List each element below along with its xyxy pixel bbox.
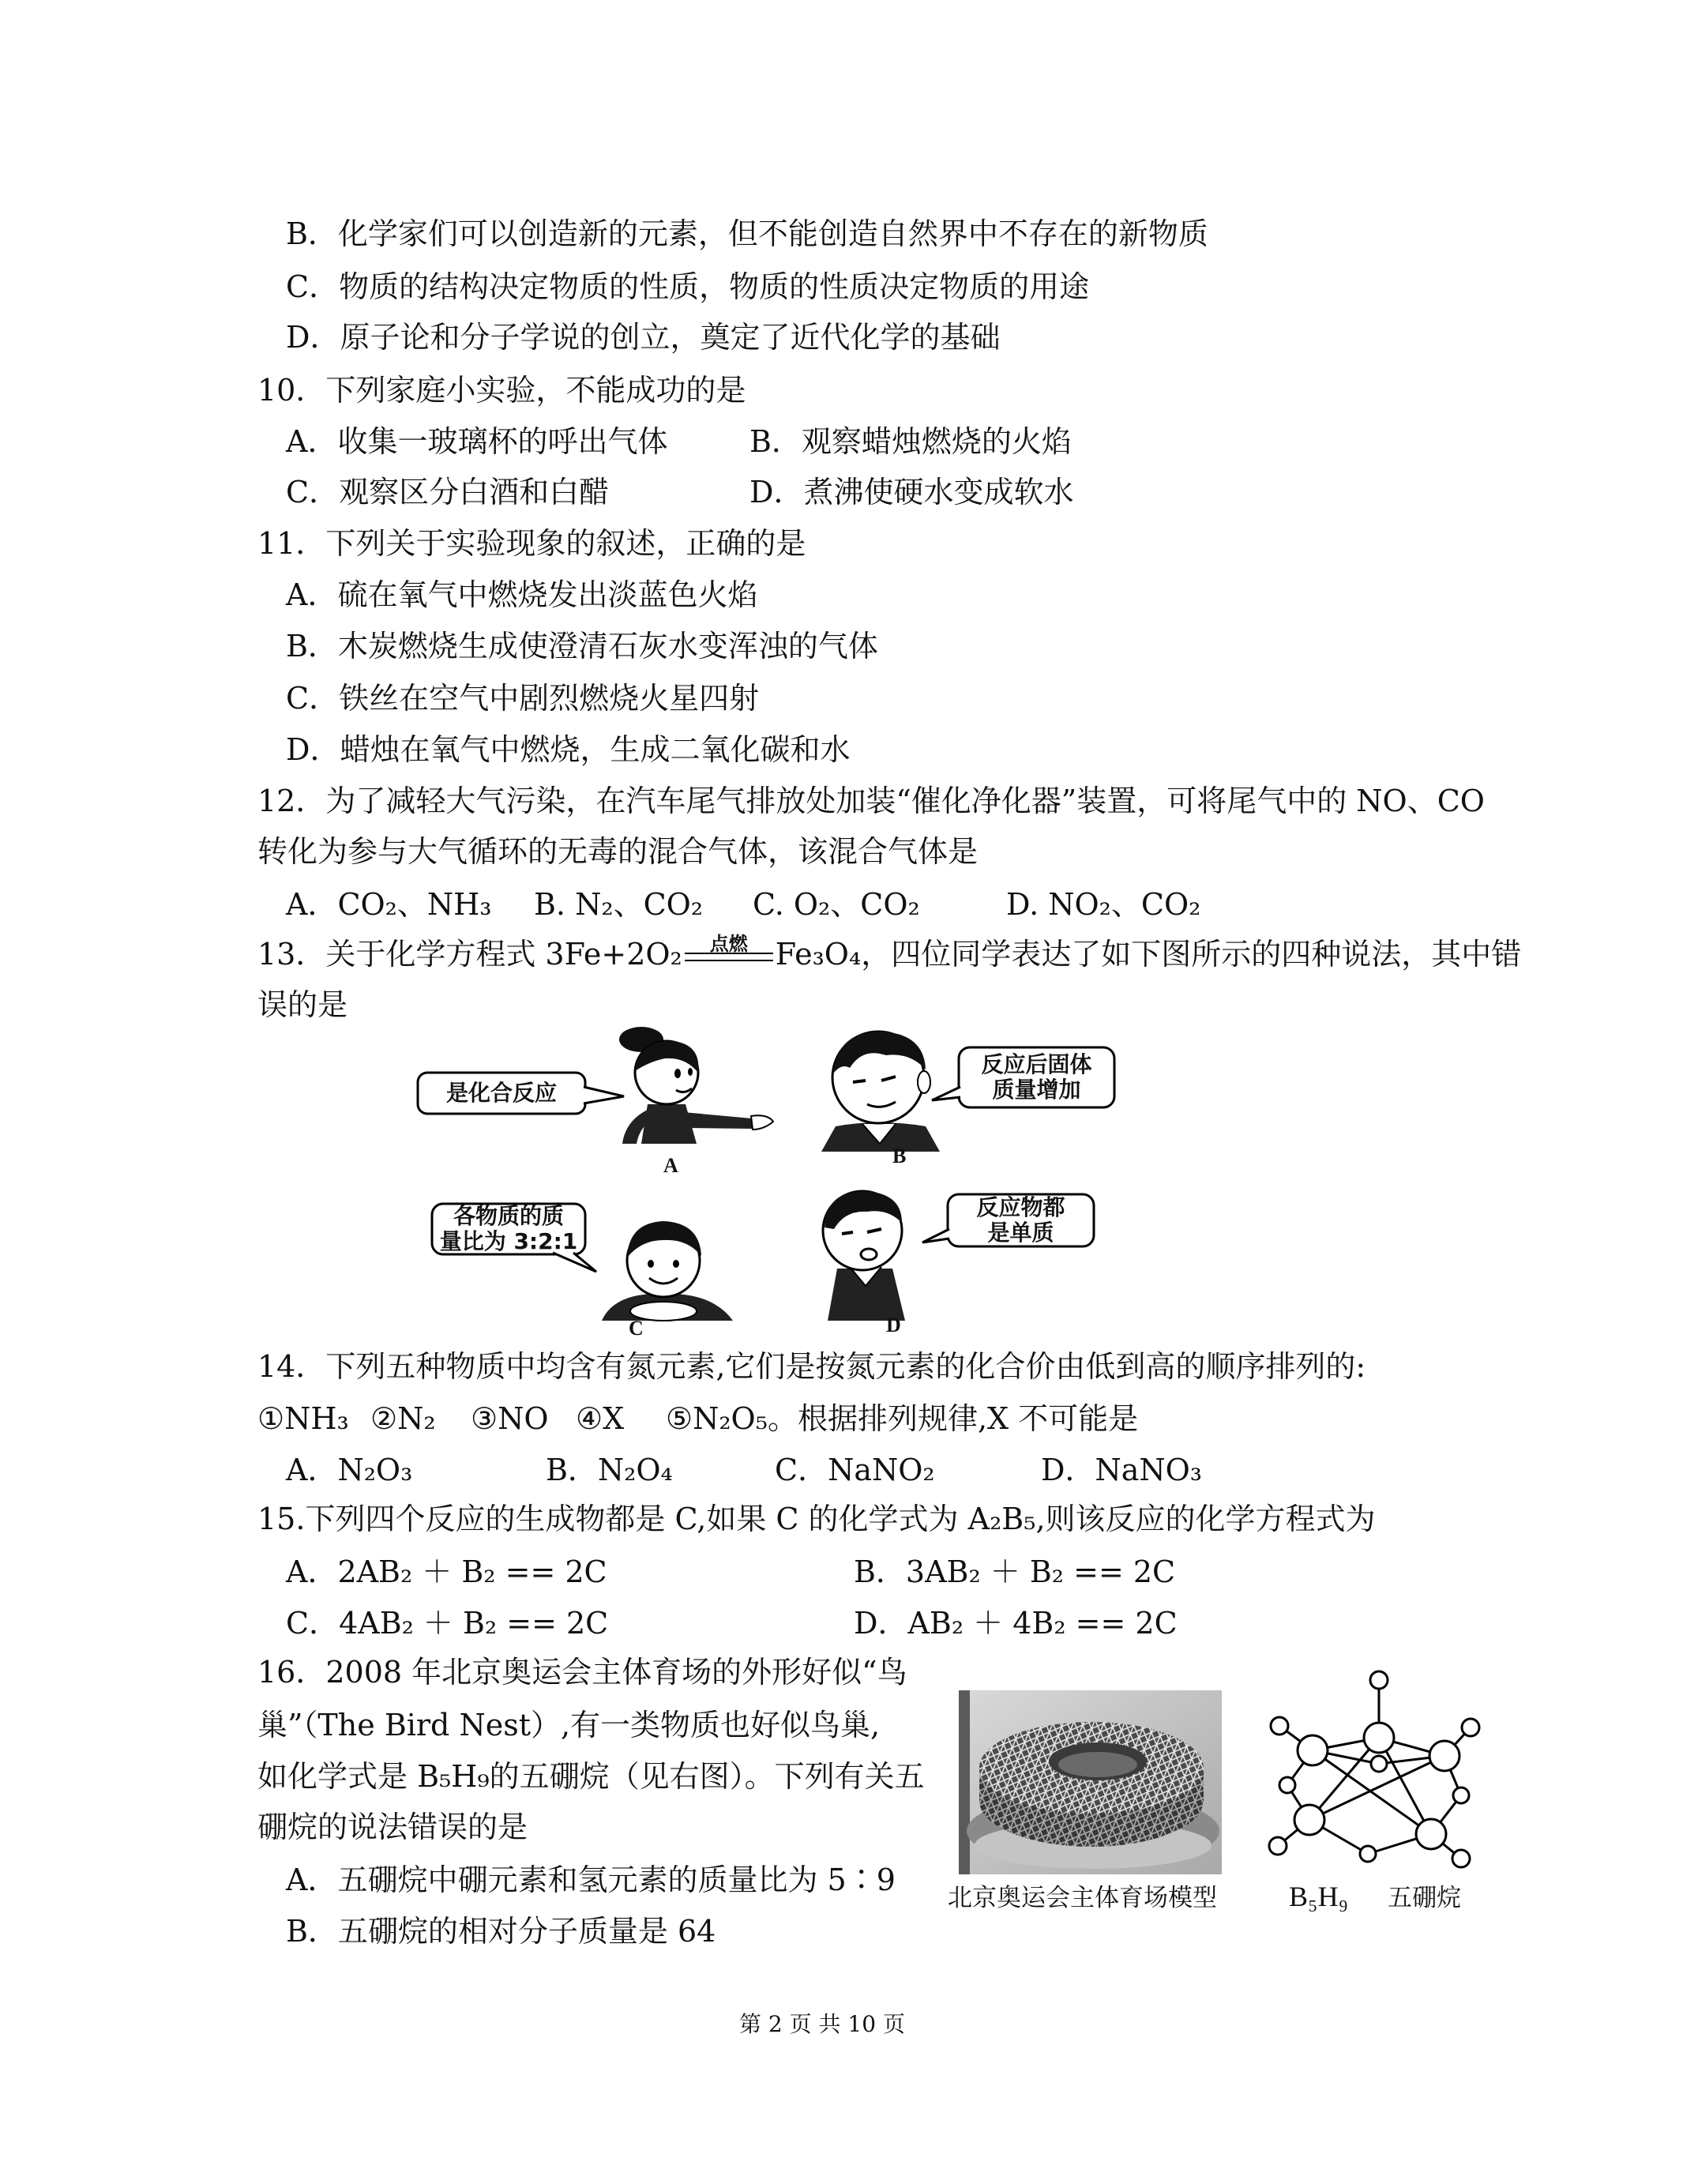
q9-option-d: D．原子论和分子学说的创立，奠定了近代化学的基础 xyxy=(286,320,1001,355)
stadium-model-photo xyxy=(959,1690,1222,1874)
cartoon-a xyxy=(411,1024,774,1182)
q14-option-d: D．NaNO₃ xyxy=(1041,1453,1203,1487)
q14-sequence-item-5: ⑤N₂O₅ xyxy=(666,1401,768,1436)
q12-stem-line1: 12．为了减轻大气污染，在汽车尾气排放处加装“催化净化器”装置，可将尾气中的 NO、CO xyxy=(257,784,1485,818)
pentaborane-name-caption: 五硼烷 xyxy=(1388,1884,1461,1912)
q10-option-a: A．收集一玻璃杯的呼出气体 xyxy=(286,424,668,459)
q13-equation-reactants: 13．关于化学方程式 3Fe+2O₂ xyxy=(257,937,682,972)
q10-stem: 10．下列家庭小实验，不能成功的是 xyxy=(257,373,746,408)
q15-option-c: C．4AB₂ ＋ B₂ == 2C xyxy=(286,1606,609,1641)
b5h9-formula-caption: B₅H₉ xyxy=(1289,1881,1349,1912)
q12-option-b: B. N₂、CO₂ xyxy=(534,887,704,922)
photo-left-edge xyxy=(959,1690,970,1874)
q10-option-b: B．观察蜡烛燃烧的火焰 xyxy=(749,424,1072,459)
q10-option-d: D．煮沸使硬水变成软水 xyxy=(749,475,1074,509)
speech-bubble-d-text xyxy=(948,1194,1094,1246)
q10-option-c: C．观察区分白酒和白醋 xyxy=(286,475,610,509)
speech-c-line2: 量比为 3:2:1 xyxy=(439,1228,578,1254)
speech-bubble-d-tail xyxy=(922,1229,949,1242)
speech-a-line1: 是化合反应 xyxy=(445,1080,557,1106)
cartoon-c xyxy=(426,1182,758,1340)
q9-option-c: C．物质的结构决定物质的性质，物质的性质决定物质的用途 xyxy=(286,269,1090,304)
reaction-condition-double-line xyxy=(685,933,773,961)
q13-stem-line1 xyxy=(257,934,1521,974)
speech-bubble-c-tail xyxy=(553,1253,596,1272)
speech-bubble-c-text xyxy=(432,1204,585,1254)
reaction-condition-label: 点燃 xyxy=(709,933,748,955)
q14-option-b: B．N₂O₄ xyxy=(546,1453,673,1487)
q11-option-a: A．硫在氧气中燃烧发出淡蓝色火焰 xyxy=(286,577,758,612)
q16-option-a: A．五硼烷中硼元素和氢元素的质量比为 5∶9 xyxy=(286,1863,896,1897)
q11-option-c: C．铁丝在空气中剧烈燃烧火星四射 xyxy=(286,681,760,716)
speech-bubble-a-text xyxy=(418,1073,585,1114)
q16-option-b: B．五硼烷的相对分子质量是 64 xyxy=(286,1914,716,1949)
q16-stem-line4: 硼烷的说法错误的是 xyxy=(257,1810,528,1844)
boy-figure-d xyxy=(823,1191,905,1321)
cartoon-d xyxy=(806,1182,1121,1340)
q16-stem-line3: 如化学式是 B₅H₉的五硼烷（见右图）。下列有关五 xyxy=(257,1759,925,1794)
speech-b-line2: 质量增加 xyxy=(992,1077,1081,1103)
q11-option-d: D．蜡烛在氧气中燃烧，生成二氧化碳和水 xyxy=(286,732,851,767)
q14-sequence-last xyxy=(666,1399,1138,1438)
cartoon-d-label: D xyxy=(886,1314,901,1336)
q16-stem-line1: 16．2008 年北京奥运会主体育场的外形好似“鸟 xyxy=(257,1655,907,1690)
cartoon-a-label: A xyxy=(663,1154,678,1177)
speech-b-line1: 反应后固体 xyxy=(981,1051,1092,1077)
q14-sequence-item-1: ①NH₃ xyxy=(257,1401,349,1436)
q12-stem-line2: 转化为参与大气循环的无毒的混合气体，该混合气体是 xyxy=(257,834,979,869)
q12-option-a: A．CO₂、NH₃ xyxy=(286,887,492,922)
q14-sequence-item-3: ③NO xyxy=(471,1401,549,1436)
q15-option-a: A．2AB₂ ＋ B₂ == 2C xyxy=(286,1554,607,1589)
b5h9-structure-diagram xyxy=(1264,1663,1481,1872)
boy-figure-c xyxy=(602,1221,733,1321)
boron-atoms xyxy=(1294,1723,1459,1849)
q14-sequence-item-4: ④X xyxy=(576,1401,625,1436)
b5h9-molecule xyxy=(1264,1663,1481,1872)
cartoon-c-label: C xyxy=(629,1317,644,1340)
speech-bubble-b-text xyxy=(959,1047,1114,1107)
cartoon-b-label: B xyxy=(892,1145,907,1167)
q15-stem: 15.下列四个反应的生成物都是 C,如果 C 的化学式为 A₂B₅,则该反应的化学方程式为 xyxy=(257,1502,1376,1536)
q13-equation-product-and-text: Fe₃O₄，四位同学表达了如下图所示的四种说法，其中错 xyxy=(775,937,1522,972)
cartoon-b xyxy=(806,1024,1137,1174)
q9-option-b: B．化学家们可以创造新的元素，但不能创造自然界中不存在的新物质 xyxy=(286,216,1208,251)
q15-option-d: D．AB₂ ＋ 4B₂ == 2C xyxy=(854,1606,1178,1641)
q13-stem-line2: 误的是 xyxy=(257,987,348,1022)
q16-stem-line2: 巢”（The Bird Nest）,有一类物质也好似鸟巢, xyxy=(257,1708,881,1742)
boy-figure-b xyxy=(821,1032,940,1152)
q14-sequence-item-2: ②N₂ xyxy=(370,1401,436,1436)
q11-option-b: B．木炭燃烧生成使澄清石灰水变浑浊的气体 xyxy=(286,629,878,663)
speech-bubble-b-tail xyxy=(932,1087,960,1100)
q14-option-a: A．N₂O₃ xyxy=(286,1453,413,1487)
stadium-photo-caption: 北京奥运会主体育场模型 xyxy=(948,1884,1217,1912)
q15-option-b: B．3AB₂ ＋ B₂ == 2C xyxy=(854,1554,1176,1589)
girl-figure-a xyxy=(619,1027,773,1144)
q12-option-d: D. NO₂、CO₂ xyxy=(1006,887,1201,922)
speech-c-line1: 各物质的质 xyxy=(453,1203,564,1229)
q11-stem: 11．下列关于实验现象的叙述，正确的是 xyxy=(257,526,806,561)
speech-d-line2: 是单质 xyxy=(987,1220,1054,1246)
q12-option-c: C. O₂、CO₂ xyxy=(753,887,920,922)
speech-bubble-a-tail xyxy=(584,1087,624,1103)
page-footer: 第 2 页 共 10 页 xyxy=(739,2011,905,2037)
q14-stem: 14．下列五种物质中均含有氮元素,它们是按氮元素的化合价由低到高的顺序排列的: xyxy=(257,1349,1366,1384)
speech-d-line1: 反应物都 xyxy=(976,1194,1065,1220)
q14-sequence-tail: 。根据排列规律,X 不可能是 xyxy=(767,1401,1139,1436)
q14-option-c: C．NaNO₂ xyxy=(775,1453,935,1487)
stadium-model-image xyxy=(959,1690,1222,1874)
